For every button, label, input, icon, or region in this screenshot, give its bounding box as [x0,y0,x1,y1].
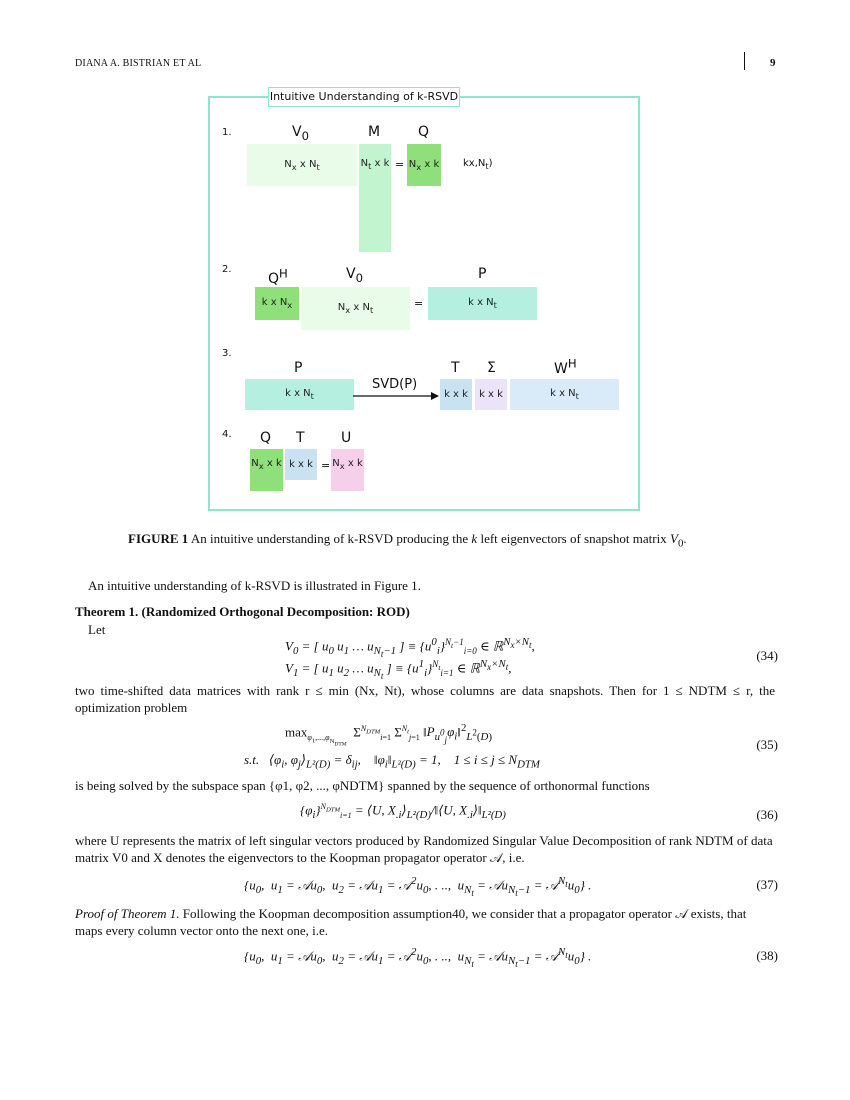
figure-title: Intuitive Understanding of k-RSVD [268,87,460,107]
header-divider [744,52,745,70]
svd-operation-label: SVD(P) [372,377,418,392]
equation-34-line1: $V_0$ = [ $u_0$ $u_1$ … $u_{N_t-1}$ ] ≡ $\{u^0_i\}^{N_t-1}_{i=0}$ ∈ ℝ$^{N_x\times N_t}$, [285,636,535,660]
equals-sign: = [414,297,424,310]
matrix-p-step3: k x $N_t$ [245,379,354,410]
matrix-sigma: k x k [475,379,507,410]
label-p-step3: P [294,360,303,376]
intro-paragraph: An intuitive understanding of k-RSVD is illustrated in Figure 1. [88,578,421,593]
equation-37: {$u_0$, $u_1$ = 𝒜u$_0$, $u_2$ = 𝒜u$_1$ = $𝒜^2u_0$, . .., $u_{N_t}$ = 𝒜u$_{N_t-1}$ = $𝒜^{N_t}u_0$} . [244,875,592,899]
matrix-q-step4: $N_x$ x k [250,449,283,491]
matrix-v0-step2: $N_x$ x $N_t$ [301,287,410,330]
running-header-authors: DIANA A. BISTRIAN ET AL [75,58,202,69]
paragraph-after-34: two time-shifted data matrices with rank r ≤ min (Nx, Nt), whose columns are data snapshots. Then for 1 ≤ NDTM ≤ r, the optimization problem [75,683,775,715]
equation-38-number: (38) [756,948,778,963]
matrix-wh: k x $N_t$ [510,379,619,410]
label-qh: $Q^H$ [268,266,288,287]
rank-constraint: $kx,N_t$) [463,158,493,171]
label-m: M [368,124,381,140]
matrix-t-step4: k x k [285,449,317,480]
equation-37-number: (37) [756,877,778,892]
label-v0-step2: $V_0$ [346,266,363,285]
equation-35-line2: s.t. $⟨\varphi_i$, $\varphi_j⟩_{L^2(D)} = \delta_{ij}$, $‖\varphi_i‖_{L^2(D)} = 1$, $1 \le i \le j \le N_{DTM}$ [244,752,540,771]
step-1-number: 1. [222,127,232,138]
equals-sign: = [321,459,331,472]
matrix-m: $N_t$ x k [359,144,391,252]
equation-36: $\{\varphi_i\}^{N_{DTM}}_{i=1}$ = ⟨U, $X_{.i}⟩_{L^2(D)}/‖⟨U$, $X_{.i}⟩‖_{L^2(D)}$ [300,802,506,821]
matrix-t: k x k [440,379,472,410]
proof-paragraph: Proof of Theorem 1. Following the Koopman decomposition assumption40, we consider that a propagator operator 𝒜 exists, that maps every column vector onto the next one, i.e. [75,906,747,938]
step-2-number: 2. [222,264,232,275]
matrix-p: k x $N_t$ [428,287,537,320]
svd-arrow [353,390,439,402]
matrix-q: $N_x$ x k [407,144,441,186]
matrix-v0: $N_x$ x $N_t$ [247,144,357,186]
equals-sign: = [395,158,405,171]
label-t-step4: T [296,430,305,446]
label-v0: $V_0$ [292,124,309,143]
equation-38: {$u_0$, $u_1$ = 𝒜u$_0$, $u_2$ = 𝒜u$_1$ = $𝒜^2u_0$, . .., $u_{N_t}$ = 𝒜u$_{N_t-1}$ = $𝒜^{N_t}u_0$} . [244,946,592,970]
label-sigma: Σ [487,360,496,376]
theorem-title: Theorem 1. (Randomized Orthogonal Decomposition: ROD) [75,604,410,619]
equation-35-line1: $\max_{\varphi_1,...,\varphi_{N_{DTM}}} \Sigma^{N_{DTM}}_{i=1}$ $\Sigma^{N_t}_{j=1}$ $‖P_{u^0_j}\varphi_i‖^2_{L^2(D)}$ [285,722,492,747]
equation-34-number: (34) [756,648,778,663]
label-u: U [341,430,352,446]
let-text: Let [88,622,106,637]
figure-caption: FIGURE 1 An intuitive understanding of k-RSVD producing the k left eigenvectors of snapshot matrix $V_0$. [128,531,687,550]
matrix-qh: k x $N_x$ [255,287,299,320]
label-wh: $W^H$ [554,356,577,377]
equation-34-line2: $V_1$ = [ $u_1$ $u_2$ … $u_{N_t}$ ] ≡ $\{u^1_i\}^{N_t}_{i=1}$ ∈ ℝ$^{N_x\times N_t}$, [285,658,512,682]
paragraph-after-35: is being solved by the subspace span {φ1, φ2, ..., φNDTM} spanned by the sequence of orthonormal functions [75,778,650,793]
equation-36-number: (36) [756,807,778,822]
equation-35-number: (35) [756,737,778,752]
label-q-step4: Q [260,430,272,446]
step-4-number: 4. [222,429,232,440]
matrix-u: $N_x$ x k [331,449,364,491]
label-q: Q [418,124,430,140]
step-3-number: 3. [222,348,232,359]
paragraph-after-36: where U represents the matrix of left singular vectors produced by Randomized Singular Value Decomposition of rank NDTM of data matrix V0 and X denotes the eigenvectors to the Koopman propagator operator 𝒜, i.e. [75,833,773,865]
label-p: P [478,266,487,282]
label-t: T [451,360,460,376]
page-number: 9 [770,57,776,69]
